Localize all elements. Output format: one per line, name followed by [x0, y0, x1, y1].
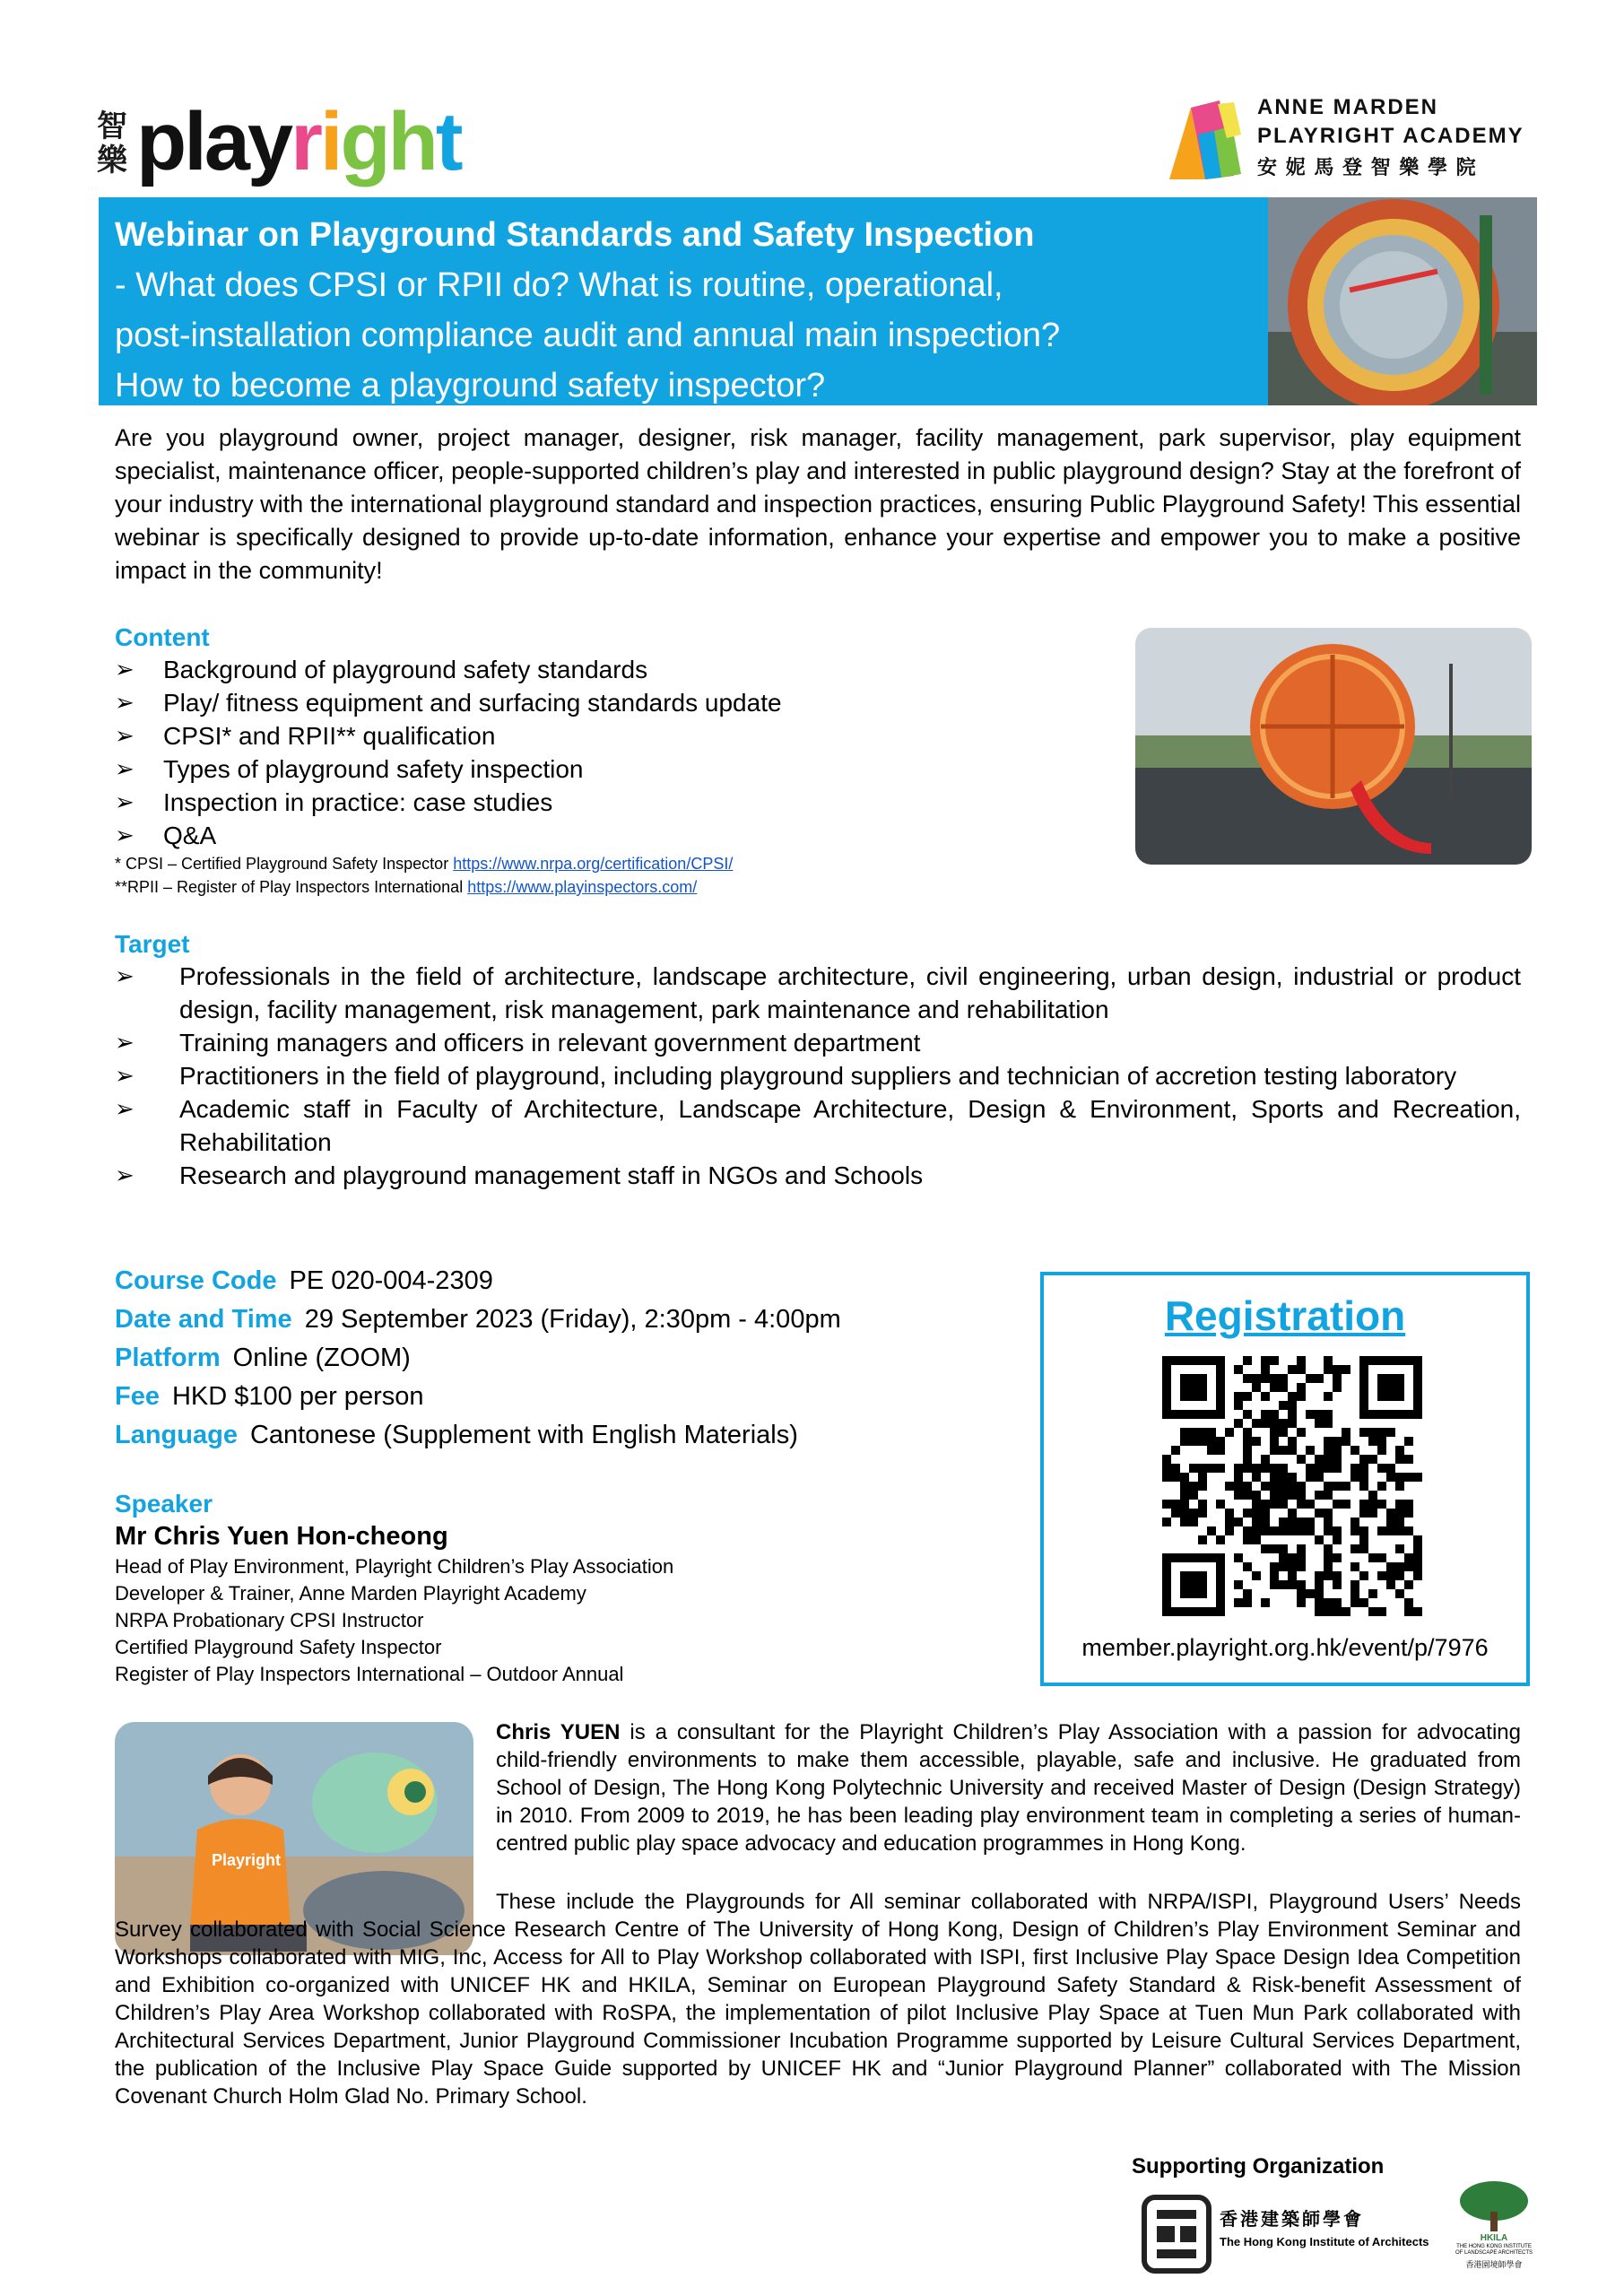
arrow-bullet-icon: ➢	[115, 788, 135, 815]
academy-logo	[1162, 93, 1539, 183]
speaker-role: Certified Playground Safety Inspector	[115, 1636, 442, 1658]
footnote-text: **RPII – Register of Play Inspectors International	[115, 878, 468, 896]
registration-qr-code[interactable]	[1162, 1356, 1422, 1616]
arrow-bullet-icon: ➢	[115, 1062, 135, 1089]
content-heading: Content	[115, 623, 210, 651]
speaker-heading: Speaker	[115, 1490, 213, 1518]
platform-row	[115, 1344, 411, 1373]
list-item-text: Training managers and officers in relevant government department	[179, 1029, 921, 1057]
list-item	[115, 686, 1101, 719]
date-time-value: 29 September 2023 (Friday), 2:30pm - 4:00pm	[304, 1305, 841, 1334]
course-code-value: PE 020-004-2309	[289, 1266, 493, 1295]
hkia-emblem-icon	[1141, 2194, 1212, 2274]
arrow-bullet-icon: ➢	[115, 722, 135, 749]
academy-name-chinese: 安 妮 馬 登 智 樂 學 院	[1257, 157, 1477, 179]
footnote-cpsi	[115, 852, 1101, 875]
target-heading: Target	[115, 930, 190, 958]
hkia-logo	[1141, 2194, 1429, 2274]
intro-paragraph: Are you playground owner, project manager, designer, risk manager, facility management, park supervisor, play equipment specialist, maintenance officer, people-supported children’s play and interested in public playground design? Stay at the forefront of your industry with the international playground standard and inspection practices, ensuring Public Playground Safety! This essential webinar is specifically designed to provide up-to-date information, enhance your expertise and empower you to make a positive impact in the community!	[115, 424, 1521, 584]
logo-part: h	[387, 96, 436, 187]
language-value: Cantonese (Supplement with English Materials)	[249, 1421, 798, 1449]
list-item	[115, 819, 1101, 852]
academy-emblem-icon	[1162, 99, 1248, 181]
date-time-row	[115, 1305, 841, 1335]
arrow-bullet-icon: ➢	[115, 656, 135, 683]
list-item-text: Q&A	[163, 822, 217, 849]
list-item-text: Types of playground safety inspection	[163, 755, 584, 783]
logo-wordmark	[136, 97, 461, 187]
logo-part: g	[340, 96, 388, 187]
fee-row	[115, 1382, 423, 1412]
list-item	[115, 1159, 1521, 1192]
list-item-text: CPSI* and RPII** qualification	[163, 722, 496, 750]
bio-name: Chris YUEN	[496, 1720, 621, 1744]
speaker-name: Mr Chris Yuen Hon-cheong	[115, 1522, 448, 1551]
title-banner	[99, 197, 1537, 405]
date-time-label: Date and Time	[115, 1305, 292, 1334]
arrow-bullet-icon: ➢	[115, 962, 135, 989]
cpsi-link[interactable]: https://www.nrpa.org/certification/CPSI/	[453, 855, 734, 873]
course-code-row	[115, 1266, 493, 1296]
fee-value: HKD $100 per person	[171, 1382, 424, 1411]
arrow-bullet-icon: ➢	[115, 1029, 135, 1056]
webinar-subtitle-line: How to become a playground safety inspector?	[115, 367, 826, 404]
hkila-english: THE HONG KONG INSTITUTE OF LANDSCAPE ARCHITECTS	[1455, 2244, 1533, 2256]
list-item	[115, 1059, 1521, 1092]
course-code-label: Course Code	[115, 1266, 277, 1295]
list-item	[115, 786, 1101, 819]
hkia-english: The Hong Kong Institute of Architects	[1220, 2235, 1429, 2248]
hkila-chinese: 香港園境師學會	[1465, 2261, 1523, 2270]
registration-link[interactable]: Registration	[1164, 1292, 1406, 1339]
list-item-text: Background of playground safety standards	[163, 656, 648, 683]
hkia-chinese: 香港建築師學會	[1220, 2208, 1364, 2230]
list-item-text: Play/ fitness equipment and surfacing standards update	[163, 689, 782, 717]
academy-name-line1: ANNE MARDEN	[1257, 95, 1438, 119]
playright-logo	[97, 96, 461, 187]
logo-chinese: 智樂	[97, 109, 127, 178]
shirt-logo-text: Playright	[212, 1851, 282, 1869]
list-item-text: Practitioners in the field of playground, including playground suppliers and technician of accretion testing laboratory	[179, 1062, 1457, 1090]
content-list	[115, 653, 1101, 852]
webinar-subtitle-line: post-installation compliance audit and annual main inspection?	[115, 317, 1061, 354]
language-label: Language	[115, 1421, 238, 1449]
arrow-bullet-icon: ➢	[115, 1095, 135, 1122]
logo-part: play	[136, 96, 291, 187]
banner-text	[115, 210, 1254, 411]
speaker-role: Developer & Trainer, Anne Marden Playright Academy	[115, 1582, 586, 1605]
footnote-rpii	[115, 875, 1101, 899]
arrow-bullet-icon: ➢	[115, 1161, 135, 1188]
arrow-bullet-icon: ➢	[115, 689, 135, 716]
supporting-heading: Supporting Organization	[1132, 2154, 1385, 2179]
bio-paragraph-2: These include the Playgrounds for All seminar collaborated with NRPA/ISPI, Playground Users’ Needs Survey collaborated with Social Science Research Centre of The University of Hong Kong, Design of Children’s Play Environment Seminar and Workshops collaborated with MIG, Inc, Access for All to Play Workshop collaborated with ISPI, first Inclusive Play Space Design Idea Competition and Exhibition co-organized with UNICEF HK and HKILA, Seminar on European Playground Safety Standard & Risk-benefit Assessment of Children’s Play Area Workshop collaborated with RoSPA, the implementation of pilot Inclusive Play Space at Tuen Mun Park collaborated with Architectural Services Department, Junior Playground Commissioner Incubation Programme supported by Leisure Cultural Services Department, the publication of the Inclusive Play Space Guide supported by UNICEF HK and “Junior Playground Planner” collaborated with The Mission Covenant Church Holm Glad No. Primary School.	[115, 1890, 1521, 2109]
list-item	[115, 1092, 1521, 1159]
rpii-link[interactable]: https://www.playinspectors.com/	[467, 878, 698, 896]
hkila-logo	[1453, 2179, 1535, 2278]
academy-name-line2: PLAYRIGHT ACADEMY	[1257, 124, 1524, 148]
registration-url: member.playright.org.hk/event/p/7976	[1081, 1634, 1489, 1661]
list-item-text: Inspection in practice: case studies	[163, 788, 553, 816]
webinar-title: Webinar on Playground Standards and Safety Inspection	[115, 216, 1035, 254]
footnote-text: * CPSI – Certified Playground Safety Inspector	[115, 855, 454, 873]
platform-label: Platform	[115, 1344, 221, 1372]
list-item	[115, 653, 1101, 686]
list-item	[115, 1026, 1521, 1059]
language-row	[115, 1421, 798, 1450]
platform-value: Online (ZOOM)	[232, 1344, 411, 1372]
banner-photo	[1268, 197, 1537, 405]
logo-part: i	[319, 96, 341, 187]
speaker-section	[115, 1489, 922, 1688]
speaker-role: Register of Play Inspectors International – Outdoor Annual	[115, 1663, 624, 1685]
logo-part: r	[291, 96, 320, 187]
logo-part: t	[435, 96, 461, 187]
bio-paragraph-1: is a consultant for the Playright Children’s Play Association with a passion for advocating child-friendly environments to make them accessible, playable, safe and inclusive. He graduated from School of Design, The Hong Kong Polytechnic University and received Master of Design (Design Strategy) in 2010. From 2009 to 2019, he has been leading play environment team in completing a series of human-centred public play space advocacy and education programmes in Hong Kong.	[496, 1720, 1521, 1856]
target-section	[115, 929, 1521, 1192]
fee-label: Fee	[115, 1382, 160, 1411]
arrow-bullet-icon: ➢	[115, 755, 135, 782]
playground-dome-photo	[1135, 628, 1532, 865]
list-item-text: Academic staff in Faculty of Architecture, Landscape Architecture, Design & Environment, Sports and Recreation, Rehabilitation	[179, 1095, 1521, 1156]
speaker-bio-top	[496, 1718, 1521, 1857]
list-item	[115, 719, 1101, 752]
list-item	[115, 752, 1101, 786]
registration-box	[1040, 1272, 1530, 1686]
list-item-text: Research and playground management staff in NGOs and Schools	[179, 1161, 924, 1189]
webinar-subtitle-line: - What does CPSI or RPII do? What is routine, operational,	[115, 266, 1003, 304]
list-item-text: Professionals in the field of architecture, landscape architecture, civil engineering, urban design, industrial or product design, facility management, risk management, park maintenance and rehabilitation	[179, 962, 1521, 1023]
hkila-abbr: HKILA	[1480, 2233, 1508, 2243]
list-item	[115, 960, 1521, 1026]
tree-emblem-icon	[1458, 2179, 1530, 2233]
speaker-role: Head of Play Environment, Playright Children’s Play Association	[115, 1555, 674, 1578]
content-section	[115, 622, 1101, 899]
arrow-bullet-icon: ➢	[115, 822, 135, 848]
speaker-role: NRPA Probationary CPSI Instructor	[115, 1609, 424, 1631]
